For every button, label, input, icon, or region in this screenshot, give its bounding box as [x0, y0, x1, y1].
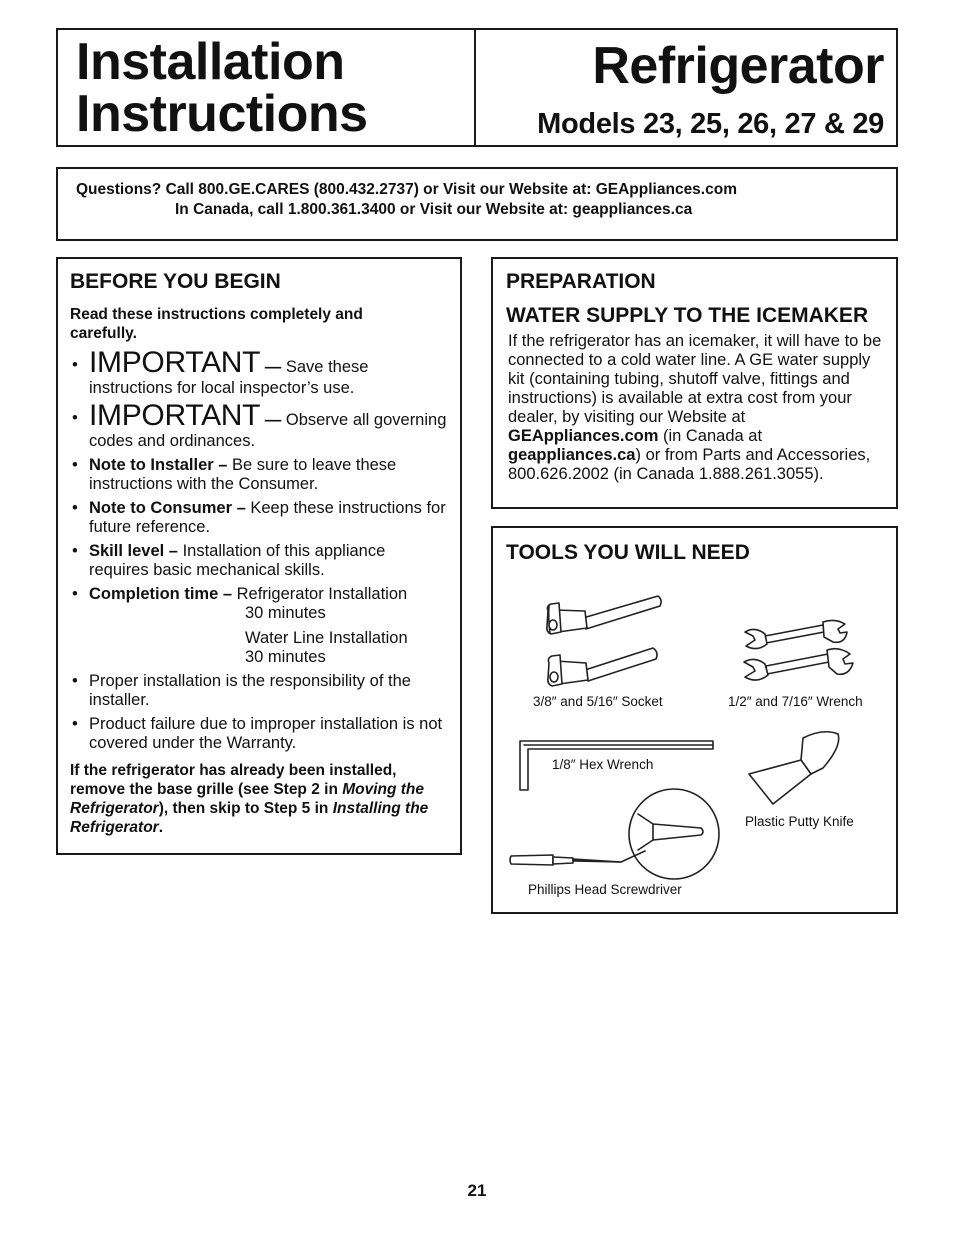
para-text: If the refrigerator has an icemaker, it will have to be connected to a cold water line. A GE water supply kit (containing tubing, shutoff valve, fittings and instructions) is available at extra cost from your dealer, by visiting our Website at [508, 332, 882, 426]
list-item [70, 715, 448, 753]
section-subtitle: WATER SUPPLY TO THE ICEMAKER [506, 304, 869, 327]
contact-us-line: Questions? Call 800.GE.CARES (800.432.2737) or Visit our Website at: GEAppliances.com [76, 181, 737, 198]
important-text: Observe all governing codes and ordinances. [89, 411, 447, 450]
item-text: Keep these instructions for future reference. [89, 499, 446, 536]
bullet: • [72, 585, 78, 603]
preparation-section [491, 257, 898, 509]
section-title: TOOLS YOU WILL NEED [506, 541, 750, 564]
outro-b: Moving the Refrigerator [70, 781, 425, 817]
outro-d: Installing the Refrigerator [70, 800, 429, 836]
section-title: BEFORE YOU BEGIN [70, 270, 281, 293]
completion-time-1: 30 minutes [245, 604, 326, 622]
list-item [70, 347, 448, 398]
screwdriver-label: Phillips Head Screwdriver [528, 882, 682, 897]
item-text: Installation of this appliance requires basic mechanical skills. [89, 542, 386, 579]
list-item [70, 499, 448, 537]
header-divider [474, 30, 476, 145]
outro-a: If the refrigerator has already been installed, remove the base grille (see Step 2 in [70, 762, 397, 798]
product-title: Refrigerator [592, 37, 884, 95]
bullet: • [72, 715, 78, 733]
important-label: IMPORTANT [89, 346, 261, 379]
important-text: Save these instructions for local inspector’s use. [89, 358, 369, 397]
before-list [70, 347, 448, 753]
tools-section [491, 526, 898, 914]
dash: — [260, 411, 286, 429]
page-number: 21 [467, 1181, 487, 1200]
wrench-icon [745, 620, 847, 648]
document-title-text: Installation Instructions [76, 33, 368, 143]
completion-text-2: Water Line Installation [245, 629, 408, 647]
item-text: Proper installation is the responsibility of the installer. [89, 672, 411, 709]
outro-c: ), then skip to Step 5 in [158, 800, 333, 817]
bullet: • [72, 542, 78, 560]
tools-illustration [493, 528, 896, 912]
list-item [70, 542, 448, 580]
item-label: Note to Consumer – [89, 499, 246, 517]
list-item [70, 456, 448, 494]
item-text: Product failure due to improper installation is not covered under the Warranty. [89, 715, 443, 752]
socket-icon [548, 648, 657, 686]
installed-note [70, 761, 448, 837]
item-text: Refrigerator Installation [232, 585, 408, 603]
bullet: • [72, 356, 78, 374]
section-title: PREPARATION [506, 270, 656, 293]
screwdriver-icon [510, 789, 719, 879]
bullet: • [72, 456, 78, 474]
item-label: Skill level – [89, 542, 178, 560]
list-item [70, 585, 448, 667]
socket-label: 3/8″ and 5/16″ Socket [533, 694, 663, 709]
contact-canada-line: In Canada, call 1.800.361.3400 or Visit our Website at: geappliances.ca [175, 201, 693, 218]
important-label: IMPORTANT [89, 399, 261, 432]
outro-e: . [158, 819, 164, 836]
socket-icon [547, 596, 661, 634]
bullet: • [72, 409, 78, 427]
ge-canada-website-link: geappliances.ca [508, 446, 636, 464]
item-label: Note to Installer – [89, 456, 228, 474]
para-text: (in Canada at [658, 427, 763, 445]
completion-time-2: 30 minutes [245, 648, 326, 666]
item-text: Be sure to leave these instructions with the Consumer. [89, 456, 397, 493]
list-item [70, 400, 448, 451]
ge-website-link: GEAppliances.com [508, 427, 659, 445]
models-subtitle: Models 23, 25, 26, 27 & 29 [537, 108, 884, 140]
water-supply-paragraph [508, 332, 883, 484]
wrench-icon [744, 649, 853, 680]
wrench-label: 1/2″ and 7/16″ Wrench [728, 694, 863, 709]
list-item [70, 672, 448, 710]
para-text: ) or from Parts and Accessories, 800.626.2002 (in Canada 1.888.261.3055). [508, 446, 871, 483]
bullet: • [72, 499, 78, 517]
title-header [56, 28, 898, 147]
intro-text: Read these instructions completely and carefully. [70, 306, 363, 342]
document-title [76, 33, 456, 143]
putty-knife-label: Plastic Putty Knife [745, 814, 854, 829]
putty-knife-icon [749, 732, 839, 804]
item-label: Completion time – [89, 585, 233, 603]
before-you-begin-section [56, 257, 462, 855]
hex-wrench-label: 1/8″ Hex Wrench [552, 757, 654, 772]
dash: — [260, 358, 286, 376]
contact-box [56, 167, 898, 241]
bullet: • [72, 672, 78, 690]
